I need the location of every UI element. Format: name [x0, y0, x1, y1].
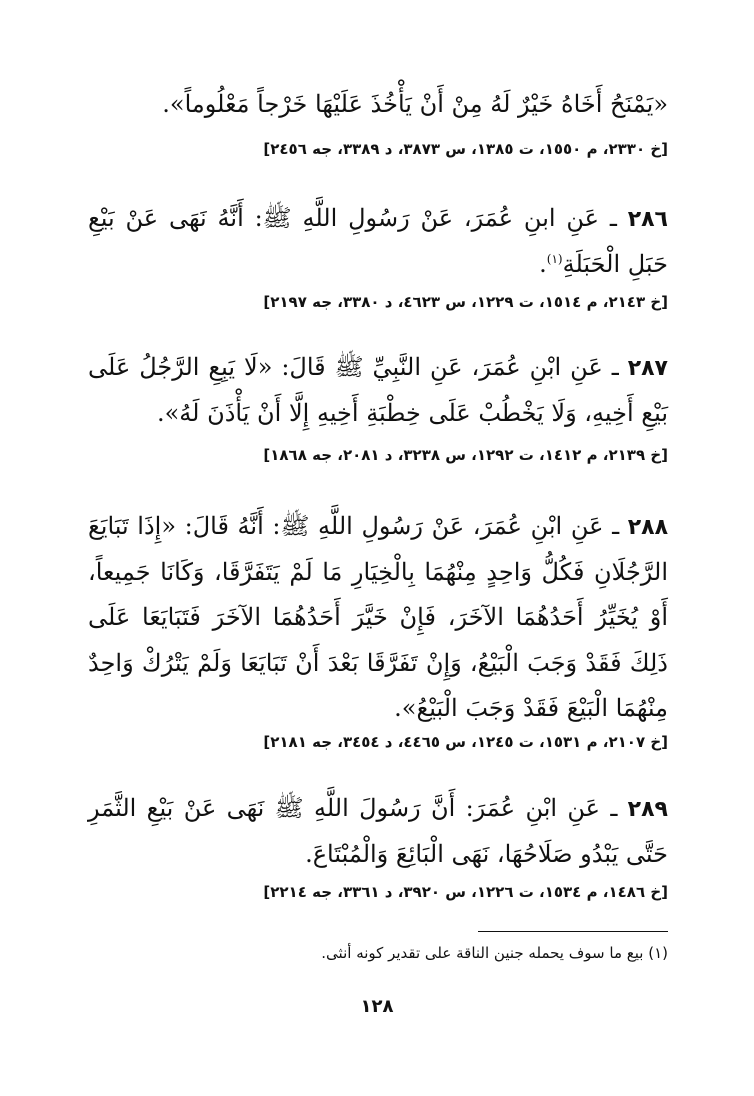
hadith-text-end: .	[539, 249, 547, 278]
hadith-reference: [خ ٢١٤٣، م ١٥١٤، ت ١٢٢٩، س ٤٦٢٣، د ٣٣٨٠، جه ٢١٩٧]	[263, 293, 668, 311]
hadith-separator: ـ	[609, 204, 617, 232]
hadith-number: ٢٨٧	[627, 356, 668, 381]
footnote	[88, 944, 668, 962]
hadith-text: عَنِ ابنِ عُمَرَ، عَنْ رَسُولِ اللَّهِ ﷺ: أَنَّهُ نَهَى عَنْ بَيْعِ حَبَلِ الْحَبَلَةِ	[88, 204, 668, 278]
footnote-number: (١)	[648, 944, 668, 962]
hadith-reference: [خ ١٤٨٦، م ١٥٣٤، ت ١٢٢٦، س ٣٩٢٠، د ٣٣٦١، جه ٢٢١٤]	[263, 883, 668, 901]
footnote-marker: (١)	[546, 251, 563, 266]
hadith-number: ٢٨٦	[627, 207, 668, 232]
page-number: ١٢٨	[360, 996, 394, 1017]
hadith-separator: ـ	[611, 353, 619, 381]
footnote-divider	[478, 931, 668, 932]
hadith-number: ٢٨٨	[627, 515, 669, 540]
hadith-separator: ـ	[610, 794, 618, 822]
hadith-number: ٢٨٩	[627, 797, 668, 822]
hadith-separator: ـ	[612, 512, 620, 540]
hadith-text: عَنِ ابْنِ عُمَرَ: أَنَّ رَسُولَ اللَّهِ ﷺ نَهَى عَنْ بَيْعِ الثَّمَرِ حَتَّى يَبْدُو صَلَاحُهَا، نَهَى الْبَائِعَ وَالْمُبْتَاعَ.	[88, 794, 668, 868]
hadith-text: «يَمْنَحُ أَخَاهُ خَيْرٌ لَهُ مِنْ أَنْ يَأْخُذَ عَلَيْهَا خَرْجاً مَعْلُوماً».	[162, 90, 668, 118]
hadith-289	[88, 786, 668, 877]
hadith-text: عَنِ ابْنِ عُمَرَ، عَنِ النَّبِيِّ ﷺ قَالَ: «لَا يَبِعِ الرَّجُلُ عَلَى بَيْعِ أَخِيهِ، وَلَا يَخْطُبْ عَلَى خِطْبَةِ أَخِيهِ إِلَّا أَنْ يَأْذَنَ لَهُ».	[88, 353, 668, 427]
hadith-reference: [خ ٢٣٣٠، م ١٥٥٠، ت ١٣٨٥، س ٣٨٧٣، د ٣٣٨٩، جه ٢٤٥٦]	[263, 140, 668, 158]
hadith-286	[88, 196, 668, 287]
hadith-continuation	[88, 82, 668, 128]
hadith-288	[88, 504, 668, 732]
hadith-reference: [خ ٢١٠٧، م ١٥٣١، ت ١٢٤٥، س ٤٤٦٥، د ٣٤٥٤، جه ٢١٨١]	[263, 733, 668, 751]
hadith-reference: [خ ٢١٣٩، م ١٤١٢، ت ١٢٩٢، س ٣٢٣٨، د ٢٠٨١، جه ١٨٦٨]	[263, 446, 668, 464]
footnote-text: بيع ما سوف يحمله جنين الناقة على تقدير كونه أنثى.	[321, 944, 644, 962]
hadith-287	[88, 345, 668, 436]
hadith-text: عَنِ ابْنِ عُمَرَ، عَنْ رَسُولِ اللَّهِ ﷺ: أَنَّهُ قَالَ: «إِذَا تَبَايَعَ الرَّجُلَانِ فَكُلُّ وَاحِدٍ مِنْهُمَا بِالْخِيَارِ مَا لَمْ يَتَفَرَّقَا، وَكَانَا جَمِيعاً، أَوْ يُخَيِّرُ أَحَدُهُمَا الآخَرَ، فَإِنْ خَيَّرَ أَحَدُهُمَا الآخَرَ فَتَبَايَعَا عَلَى ذَلِكَ فَقَدْ وَجَبَ الْبَيْعُ، وَإِنْ تَفَرَّقَا بَعْدَ أَنْ تَبَايَعَا وَلَمْ يَتْرُكْ وَاحِدٌ مِنْهُمَا الْبَيْعَ فَقَدْ وَجَبَ الْبَيْعُ».	[88, 512, 668, 723]
